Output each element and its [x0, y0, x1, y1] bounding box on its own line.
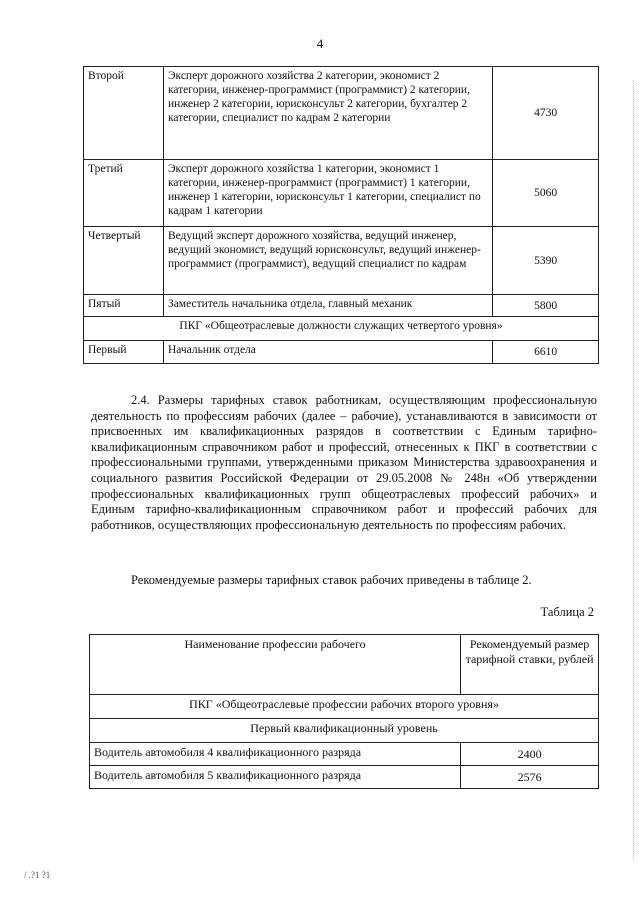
paragraph-2-4: 2.4. Размеры тарифных ставок работникам, осуществляющим профессиональную деятельность по профессиям рабочих (далее – рабочие), устанавливаются в зависимости от присвоенных им квалификационных разрядов в соответствии с Единым тарифно-квалификационным справочником работ и профессий, отнесенных к ПКГ в соответствии с профессиональными группами, утвержденными приказом Министерства здравоохранения и социального развития Российской Федерации от 29.05.2008 № 248н «Об утверждении профессиональных квалификационных групп общеотраслевых профессий рабочих» и Единым тарифно-квалификационным справочником работ и профессий рабочих для работников, осуществляющих профессиональную деятельность по профессиям рабочих.	[91, 393, 597, 532]
table-row	[84, 295, 599, 317]
rate-cell: 2400	[461, 743, 599, 766]
qual-level-cell: Первый	[84, 341, 164, 364]
positions-cell: Начальник отдела	[163, 341, 492, 364]
positions-cell: Заместитель начальника отдела, главный механик	[163, 295, 492, 317]
positions-cell: Ведущий эксперт дорожного хозяйства, ведущий инженер, ведущий экономист, ведущий юрисконсульт, ведущий инженер-программист (программист), ведущий специалист по кадрам	[163, 227, 492, 295]
page-number: 4	[316, 36, 324, 51]
profession-cell: Водитель автомобиля 4 квалификационного разряда	[90, 743, 461, 766]
table-row	[84, 227, 599, 295]
table-row	[90, 743, 599, 766]
table-row	[90, 719, 599, 743]
table-header-row	[90, 635, 599, 695]
margin-mark: / .?1 ?1	[24, 870, 51, 880]
table-row	[84, 160, 599, 227]
rate-cell: 2576	[461, 766, 599, 789]
salary-value-cell: 4730	[493, 67, 599, 160]
qual-level-cell: Третий	[84, 160, 164, 227]
table-row	[90, 766, 599, 789]
salary-value-cell: 5800	[493, 295, 599, 317]
positions-cell: Эксперт дорожного хозяйства 1 категории, экономист 1 категории, инженер-программист (программист) 1 категории, инженер 1 категории, юрисконсульт 1 категории, специалист по кадрам 1 категории	[163, 160, 492, 227]
salary-value-cell: 5390	[493, 227, 599, 295]
worker-rates-table	[89, 634, 599, 789]
qual-level-cell: Второй	[84, 67, 164, 160]
table-caption: Таблица 2	[540, 605, 594, 619]
paragraph-recommendation: Рекомендуемые размеры тарифных ставок рабочих приведены в таблице 2.	[131, 573, 532, 587]
qual-level-cell: Четвертый	[84, 227, 164, 295]
group-header-cell: ПКГ «Общеотраслевые профессии рабочих второго уровня»	[90, 695, 599, 719]
qual-level-cell: Пятый	[84, 295, 164, 317]
header-recommended-rate: Рекомендуемый размер тарифной ставки, рублей	[461, 635, 599, 695]
table-row	[84, 67, 599, 160]
salary-table-continued	[83, 66, 599, 364]
salary-value-cell: 6610	[493, 341, 599, 364]
table-row	[84, 341, 599, 364]
positions-cell: Эксперт дорожного хозяйства 2 категории, экономист 2 категории, инженер-программист (программист) 2 категории, инженер 2 категории, юрисконсульт 2 категории, бухгалтер 2 категории, специалист по кадрам 2 категории	[163, 67, 492, 160]
header-profession-name: Наименование профессии рабочего	[90, 635, 461, 695]
scan-margin-line	[633, 80, 634, 860]
table-row	[84, 317, 599, 341]
salary-value-cell: 5060	[493, 160, 599, 227]
table-row	[90, 695, 599, 719]
group-header-cell: ПКГ «Общеотраслевые должности служащих четвертого уровня»	[84, 317, 599, 341]
sub-header-cell: Первый квалификационный уровень	[90, 719, 599, 743]
profession-cell: Водитель автомобиля 5 квалификационного разряда	[90, 766, 461, 789]
